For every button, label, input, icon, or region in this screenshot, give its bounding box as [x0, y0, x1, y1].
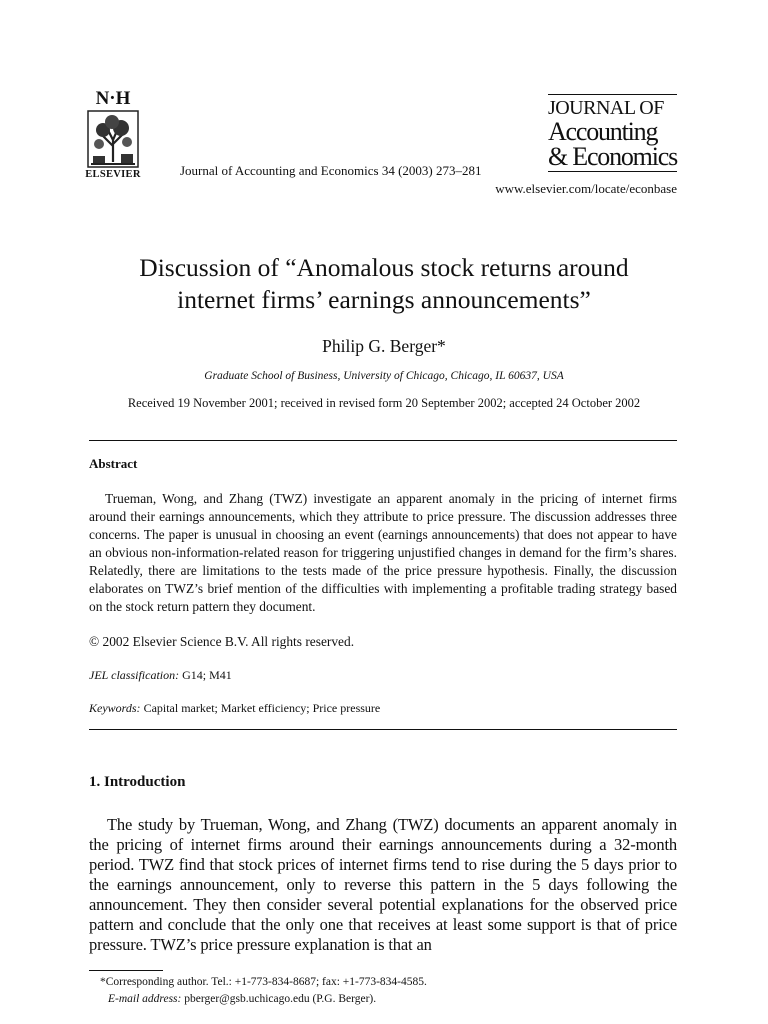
jel-value: G14; M41	[182, 668, 232, 682]
email-address[interactable]: pberger@gsb.uchicago.edu (P.G. Berger).	[184, 993, 377, 1005]
title-line2: internet firms’ earnings announcements”	[177, 285, 591, 314]
journal-name-line3: & Economics	[547, 142, 677, 171]
abstract-body: Trueman, Wong, and Zhang (TWZ) investigate an apparent anomaly in the pricing of internet firms around their earnings announcements, which they attribute to price pressure. The discussion addresses three concerns. The paper is unusual in choosing an event (earnings announcements) that does not appear to have an obvious non-information-related reason for triggering unjustified changes in demand for the firm’s shares. Relatedly, there are limitations to the tests made of the price pressure hypothesis. Finally, the discussion elaborates on TWZ’s brief mention of the difficulties with implementing a profitable trading strategy based on the stock return pattern they document.	[89, 491, 677, 614]
keywords-label: Keywords:	[89, 701, 141, 715]
section-heading: 1. Introduction	[89, 774, 186, 790]
article-dates: Received 19 November 2001; received in revised form 20 September 2002; accepted 24 October 2002	[127, 396, 641, 410]
author-name: Philip G. Berger*	[322, 336, 446, 356]
article-title	[60, 252, 708, 316]
divider-top	[89, 440, 677, 441]
elsevier-tree-icon	[87, 110, 139, 168]
publisher-mark: N·H	[95, 88, 131, 109]
journal-name-line1: JOURNAL OF	[548, 94, 677, 119]
section-body: The study by Trueman, Wong, and Zhang (TWZ) documents an apparent anomaly in the pricing of internet firms around their earnings announcements during a 32-month period. TWZ find that stock prices of internet firms tend to rise during the 5 days prior to the earnings announcement, only to reverse this pattern in the 5 days following the announcement. They then consider several potential explanations for the observed price pattern and conclude that the only one that receives at least some support is that of price pressure. TWZ’s price pressure explanation is that an	[89, 815, 677, 954]
journal-name-line2: Accounting	[547, 117, 658, 146]
email-note	[108, 993, 376, 1005]
jel-classification	[89, 668, 232, 683]
corresponding-author-note: *Corresponding author. Tel.: +1-773-834-8687; fax: +1-773-834-4585.	[100, 976, 427, 988]
keywords-value: Capital market; Market efficiency; Price pressure	[143, 701, 381, 715]
journal-url[interactable]: www.elsevier.com/locate/econbase	[495, 181, 677, 196]
email-label: E-mail address:	[108, 993, 182, 1005]
journal-citation: Journal of Accounting and Economics 34 (2003) 273–281	[180, 163, 482, 178]
footnote-rule	[89, 970, 163, 971]
publisher-logo	[78, 90, 148, 180]
abstract-heading: Abstract	[89, 456, 138, 471]
publisher-name: ELSEVIER	[85, 169, 141, 180]
keywords	[89, 701, 380, 716]
title-line1: Discussion of “Anomalous stock returns around	[139, 253, 629, 282]
jel-label: JEL classification:	[89, 668, 180, 682]
author-affiliation: Graduate School of Business, University of Chicago, Chicago, IL 60637, USA	[204, 370, 564, 382]
journal-masthead	[548, 94, 677, 172]
copyright-notice: © 2002 Elsevier Science B.V. All rights reserved.	[89, 634, 355, 649]
divider-bottom	[89, 729, 677, 730]
